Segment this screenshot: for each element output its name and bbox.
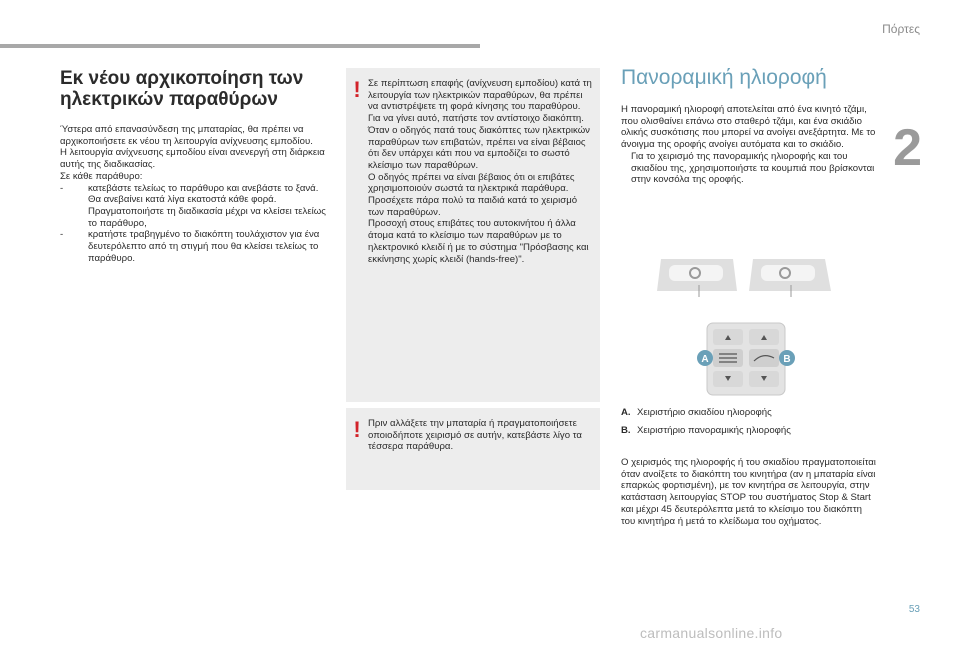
warning-icon: !	[353, 77, 361, 102]
warning-box	[346, 68, 600, 402]
dash-marker: -	[60, 182, 64, 194]
caption-key: A.	[621, 407, 631, 418]
caption-text: Χειριστήριο πανοραμικής ηλιοροφής	[637, 425, 791, 436]
reinit-paragraph: Ύστερα από επανασύνδεση της μπαταρίας, θα πρέπει να αρχικοποιήσετε εκ νέου τη λειτουργία ανίχνευσης εμποδίου.	[60, 124, 313, 147]
roof-console-panel	[707, 323, 785, 395]
reinit-paragraph: Σε κάθε παράθυρο:	[60, 170, 143, 182]
sunroof-control-button[interactable]	[749, 349, 779, 367]
sunroof-controls-figure	[655, 255, 833, 403]
bullet-icon	[621, 151, 631, 186]
caption-key: B.	[621, 425, 631, 436]
watermark: carmanualsonline.info	[640, 625, 783, 641]
reinit-title: Εκ νέου αρχικοποίηση των ηλεκτρικών παραθύρων	[60, 68, 304, 110]
warning-box	[346, 408, 600, 490]
bullet-text: Για το χειρισμό της πανοραμικής ηλιοροφής και του σκιαδίου της, χρησιμοποιήστε τα κουμπιά που βρίσκονται στην κονσόλα της οροφής.	[631, 150, 875, 186]
sunroof-intro: Η πανοραμική ηλιοροφή αποτελείται από ένα κινητό τζάμι, που ολισθαίνει επάνω στο σταθερό τζάμι, και ένα σκιάδιο ολικής συσκότισης που μπορεί να ανοίγει ανεξάρτητα. Με το άνοιγμα της οροφής ανοίγει αυτόματα και το σκιάδιο.	[621, 104, 876, 151]
step-item	[60, 229, 328, 264]
step-text: κρατήστε τραβηγμένο το διακόπτη τουλάχιστον για ένα δευτερόλεπτο από τη στιγμή που θα κλείσει τελείως το παράθυρο.	[88, 229, 320, 264]
step-item	[60, 183, 328, 230]
caption-a	[621, 407, 772, 419]
sunroof-outro: Ο χειρισμός της ηλιοροφής ή του σκιαδίου πραγματοποιείται όταν ανοίξετε το διακόπτη του κινητήρα (αν η μπαταρία είναι επαρκώς φορτισμένη), με τον κινητήρα σε λειτουργία, στην κατάσταση λειτουργίας STOP του συστήματος Stop & Start και μέχρι 45 δευτερόλεπτα μετά το κλείσιμο του διακόπτη του κινητήρα ή μετά το κλείδωμα του οχήματος.	[621, 457, 876, 527]
warning-text: Σε περίπτωση επαφής (ανίχνευση εμποδίου) κατά τη λειτουργία των ηλεκτρικών παραθύρων, θα πρέπει να αντιστρέψετε τη φορά κίνησης του παραθύρου. Για να γίνει αυτό, πατήστε τον αντίστοιχο διακόπτη. Όταν ο οδηγός πατά τους διακόπτες των ηλεκτρικών παραθύρων των επιβατών, πρέπει να είναι βέβαιος ότι δεν υπάρχει κάτι που να εμποδίζει το σωστό κλείσιμο των παραθύρων. Ο οδηγός πρέπει να είναι βέβαιος ότι οι επιβάτες χρησιμοποιούν σωστά τα ηλεκτρικά παράθυρα. Προσέχετε πάρα πολύ τα παιδιά κατά το χειρισμό των παραθύρων. Προσοχή στους επιβάτες του αυτοκινήτου ή άλλα άτομα κατά το κλείσιμο των παραθύρων με το ηλεκτρονικό κλειδί ή με το σύστημα "Πρόσβασης και εκκίνησης χωρίς κλειδί (hands-free)".	[368, 78, 592, 265]
reinit-section	[60, 68, 328, 264]
bullet-item	[621, 151, 876, 186]
warning-text: Πριν αλλάξετε την μπαταρία ή πραγματοποιήσετε οποιοδήποτε χειρισμό σε αυτήν, κατεβάστε λίγο τα τέσσερα παράθυρα.	[368, 418, 582, 453]
warning-icon: !	[353, 417, 361, 442]
label-a: A	[701, 354, 709, 365]
caption-b	[621, 425, 791, 437]
label-b: B	[783, 354, 791, 365]
step-text: κατεβάστε τελείως το παράθυρο και ανεβάστε το ξανά. Θα ανεβαίνει κατά λίγα εκατοστά κάθε φορά. Πραγματοποιήστε τη διαδικασία μέχρι να κλείσει τελείως το παράθυρο,	[88, 182, 326, 229]
caption-text: Χειριστήριο σκιαδίου ηλιοροφής	[637, 407, 772, 418]
chapter-number: 2	[893, 119, 922, 177]
top-rule	[0, 44, 480, 48]
sunroof-illustration-left	[657, 259, 737, 297]
reinit-paragraph: Η λειτουργία ανίχνευσης εμποδίου είναι ανενεργή στη διάρκεια αυτής της διαδικασίας.	[60, 147, 325, 171]
page-number: 53	[908, 604, 920, 615]
section-title: Πόρτες	[882, 22, 920, 36]
sunroof-title: Πανοραμική ηλιοροφή	[621, 66, 827, 89]
sunroof-section	[621, 66, 876, 186]
sunroof-illustration-right	[749, 259, 831, 297]
dash-marker: -	[60, 229, 64, 241]
sunroof-operation-text	[621, 457, 876, 527]
